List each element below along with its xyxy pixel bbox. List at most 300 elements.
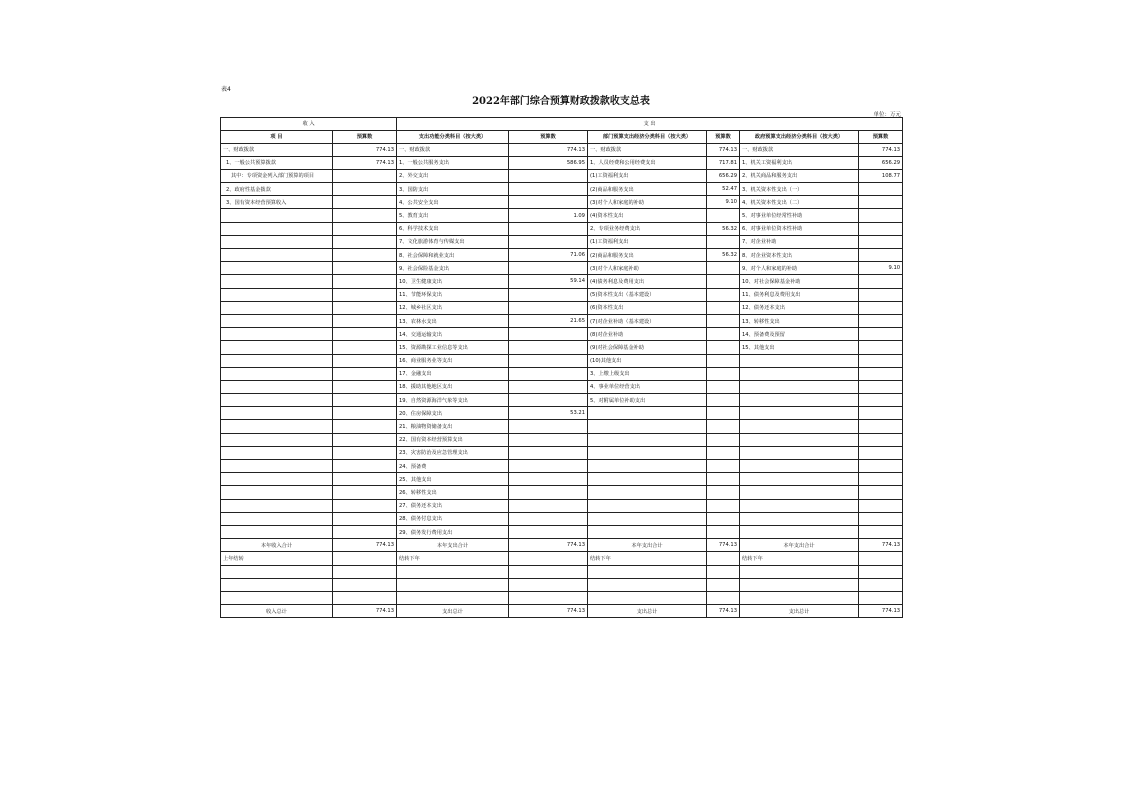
income-group-header: 收 入 — [221, 118, 397, 131]
item-cell: (2)商品和服务支出 — [588, 249, 707, 262]
budget-cell — [333, 341, 397, 354]
budget-cell — [707, 565, 740, 578]
item-cell — [588, 460, 707, 473]
budget-cell — [509, 512, 588, 525]
budget-cell — [859, 460, 903, 473]
budget-cell — [509, 565, 588, 578]
budget-cell: 774.13 — [859, 143, 903, 156]
item-cell — [740, 578, 859, 591]
budget-cell — [707, 512, 740, 525]
item-cell — [740, 591, 859, 604]
budget-cell — [707, 486, 740, 499]
item-cell: 7、文化旅游体育与传媒支出 — [397, 235, 509, 248]
budget-cell: 774.13 — [859, 605, 903, 618]
item-cell — [740, 367, 859, 380]
budget-cell — [509, 367, 588, 380]
item-cell: 2、专项业务经费支出 — [588, 222, 707, 235]
budget-cell — [333, 380, 397, 393]
budget-cell — [333, 433, 397, 446]
item-cell — [397, 565, 509, 578]
item-cell — [588, 578, 707, 591]
budget-cell — [859, 354, 903, 367]
budget-cell — [859, 578, 903, 591]
item-cell: (4)债务利息及费用支出 — [588, 275, 707, 288]
item-cell: 4、机关资本性支出（二） — [740, 196, 859, 209]
item-cell — [588, 433, 707, 446]
carry-row — [221, 552, 903, 565]
budget-cell — [859, 301, 903, 314]
item-cell — [221, 275, 333, 288]
budget-cell: 1.09 — [509, 209, 588, 222]
item-cell: 3、机关资本性支出（一） — [740, 183, 859, 196]
table-row — [221, 380, 903, 393]
budget-cell: 774.13 — [333, 156, 397, 169]
item-cell — [740, 486, 859, 499]
item-cell: 收入总计 — [221, 605, 333, 618]
budget-cell — [333, 407, 397, 420]
budget-cell — [859, 222, 903, 235]
col-budget-header: 预算数 — [707, 130, 740, 143]
budget-cell — [333, 578, 397, 591]
table-row — [221, 499, 903, 512]
item-cell: 14、预备费及预留 — [740, 328, 859, 341]
budget-cell — [707, 591, 740, 604]
item-cell: 支出总计 — [740, 605, 859, 618]
table-row — [221, 394, 903, 407]
table-row — [221, 512, 903, 525]
item-cell: 19、自然资源海洋气象等支出 — [397, 394, 509, 407]
item-cell — [740, 525, 859, 538]
budget-cell — [707, 314, 740, 327]
item-cell: (3)对个人和家庭的补助 — [588, 196, 707, 209]
total-row — [221, 605, 903, 618]
budget-cell: 774.13 — [509, 539, 588, 552]
item-cell: (5)资本性支出（基本建设） — [588, 288, 707, 301]
budget-cell — [509, 328, 588, 341]
item-cell: (7)对企业补助（基本建设） — [588, 314, 707, 327]
budget-cell — [333, 169, 397, 182]
item-cell — [221, 249, 333, 262]
budget-cell — [707, 420, 740, 433]
table-row — [221, 169, 903, 182]
budget-cell — [859, 275, 903, 288]
item-cell: 18、援助其他地区支出 — [397, 380, 509, 393]
item-cell: 支出总计 — [397, 605, 509, 618]
item-cell — [221, 486, 333, 499]
item-cell: 13、农林水支出 — [397, 314, 509, 327]
budget-cell — [333, 486, 397, 499]
item-cell — [221, 407, 333, 420]
budget-cell: 656.29 — [859, 156, 903, 169]
budget-cell — [333, 512, 397, 525]
blank-row — [221, 578, 903, 591]
budget-cell — [859, 486, 903, 499]
item-cell: (6)资本性支出 — [588, 301, 707, 314]
item-cell: 1、一般公共预算拨款 — [221, 156, 333, 169]
col-dept-econ-header: 部门预算支出经济分类科目（按大类） — [588, 130, 707, 143]
budget-cell: 108.77 — [859, 169, 903, 182]
item-cell — [221, 301, 333, 314]
item-cell: (1)工资福利支出 — [588, 169, 707, 182]
budget-cell — [509, 169, 588, 182]
item-cell: 29、债务发行费用支出 — [397, 525, 509, 538]
budget-cell — [707, 525, 740, 538]
item-cell — [221, 328, 333, 341]
item-cell: 3、国防支出 — [397, 183, 509, 196]
budget-cell — [509, 552, 588, 565]
item-cell: 结转下年 — [740, 552, 859, 565]
item-cell: 5、教育支出 — [397, 209, 509, 222]
budget-cell — [707, 380, 740, 393]
budget-cell: 774.13 — [333, 143, 397, 156]
item-cell — [221, 262, 333, 275]
table-row — [221, 235, 903, 248]
table-row — [221, 183, 903, 196]
budget-cell — [707, 552, 740, 565]
item-cell — [221, 565, 333, 578]
budget-cell — [859, 420, 903, 433]
item-cell — [221, 367, 333, 380]
budget-cell: 56.32 — [707, 222, 740, 235]
budget-cell — [859, 380, 903, 393]
item-cell — [221, 209, 333, 222]
budget-cell: 59.14 — [509, 275, 588, 288]
item-cell — [221, 460, 333, 473]
item-cell: 一、财政拨款 — [397, 143, 509, 156]
item-cell — [221, 512, 333, 525]
item-cell: 上年结转 — [221, 552, 333, 565]
budget-cell — [859, 499, 903, 512]
budget-cell — [333, 288, 397, 301]
budget-cell: 774.13 — [859, 539, 903, 552]
item-cell — [740, 407, 859, 420]
budget-cell — [333, 275, 397, 288]
item-cell — [588, 525, 707, 538]
item-cell: (1)工资福利支出 — [588, 235, 707, 248]
budget-cell — [509, 222, 588, 235]
budget-cell: 56.32 — [707, 249, 740, 262]
budget-cell — [333, 499, 397, 512]
item-cell — [588, 407, 707, 420]
item-cell: 11、节能环保支出 — [397, 288, 509, 301]
item-cell — [740, 512, 859, 525]
item-cell: (2)商品和服务支出 — [588, 183, 707, 196]
budget-cell — [707, 367, 740, 380]
item-cell: 本年收入合计 — [221, 539, 333, 552]
item-cell — [221, 578, 333, 591]
table-row — [221, 433, 903, 446]
budget-cell: 774.13 — [333, 605, 397, 618]
budget-cell — [859, 341, 903, 354]
item-cell: (3)对个人和家庭补助 — [588, 262, 707, 275]
budget-cell — [509, 183, 588, 196]
table-number: 表4 — [221, 86, 231, 93]
page-title: 2022年部门综合预算财政拨款收支总表 — [472, 96, 650, 107]
budget-cell — [707, 235, 740, 248]
budget-table — [220, 117, 903, 618]
budget-cell — [707, 473, 740, 486]
budget-cell — [859, 512, 903, 525]
item-cell — [740, 354, 859, 367]
item-cell — [221, 222, 333, 235]
budget-cell: 774.13 — [333, 539, 397, 552]
item-cell — [221, 380, 333, 393]
table-row — [221, 486, 903, 499]
item-cell — [221, 591, 333, 604]
item-cell: 2、政府性基金拨款 — [221, 183, 333, 196]
col-budget-header: 预算数 — [333, 130, 397, 143]
budget-cell — [859, 446, 903, 459]
item-cell — [397, 591, 509, 604]
item-cell: 1、机关工资福利支出 — [740, 156, 859, 169]
item-cell: (10)其他支出 — [588, 354, 707, 367]
table-row — [221, 328, 903, 341]
item-cell — [588, 473, 707, 486]
item-cell: 11、债务利息及费用支出 — [740, 288, 859, 301]
item-cell: 本年支出合计 — [397, 539, 509, 552]
item-cell — [588, 565, 707, 578]
budget-cell — [707, 328, 740, 341]
budget-cell — [509, 446, 588, 459]
budget-cell — [859, 407, 903, 420]
table-row — [221, 275, 903, 288]
budget-cell — [707, 301, 740, 314]
item-cell: 4、公共安全支出 — [397, 196, 509, 209]
col-item-header: 项 目 — [221, 130, 333, 143]
budget-cell — [707, 354, 740, 367]
item-cell: 结转下年 — [588, 552, 707, 565]
item-cell — [221, 341, 333, 354]
budget-cell — [859, 367, 903, 380]
item-cell — [221, 473, 333, 486]
item-cell: 6、对事业单位资本性补助 — [740, 222, 859, 235]
table-row — [221, 288, 903, 301]
budget-cell — [333, 314, 397, 327]
budget-cell — [707, 275, 740, 288]
item-cell — [221, 314, 333, 327]
budget-cell — [333, 591, 397, 604]
item-cell — [221, 433, 333, 446]
item-cell: (9)对社会保障基金补助 — [588, 341, 707, 354]
budget-cell — [509, 591, 588, 604]
unit-label: 单位：万元 — [873, 112, 901, 118]
item-cell: (4)资本性支出 — [588, 209, 707, 222]
item-cell — [221, 394, 333, 407]
budget-cell — [859, 552, 903, 565]
budget-cell — [333, 525, 397, 538]
item-cell: 9、对个人和家庭的补助 — [740, 262, 859, 275]
budget-cell — [859, 525, 903, 538]
budget-cell — [859, 209, 903, 222]
item-cell — [740, 380, 859, 393]
item-cell: 12、城乡社区支出 — [397, 301, 509, 314]
table-row — [221, 196, 903, 209]
budget-cell: 71.06 — [509, 249, 588, 262]
blank-row — [221, 565, 903, 578]
budget-cell — [333, 446, 397, 459]
item-cell: 一、财政拨款 — [588, 143, 707, 156]
table-row — [221, 156, 903, 169]
budget-cell — [333, 209, 397, 222]
budget-cell — [333, 367, 397, 380]
item-cell: 5、对附属单位补助支出 — [588, 394, 707, 407]
item-cell: 3、国有资本经营预算收入 — [221, 196, 333, 209]
budget-cell — [509, 301, 588, 314]
budget-cell: 774.13 — [707, 539, 740, 552]
table-row — [221, 420, 903, 433]
budget-cell: 656.29 — [707, 169, 740, 182]
item-cell — [740, 499, 859, 512]
budget-cell — [333, 249, 397, 262]
col-gov-econ-header: 政府预算支出经济分类科目（按大类） — [740, 130, 859, 143]
budget-cell — [509, 394, 588, 407]
col-budget-header: 预算数 — [859, 130, 903, 143]
item-cell: 本年支出合计 — [740, 539, 859, 552]
budget-cell — [333, 420, 397, 433]
budget-cell — [509, 354, 588, 367]
table-row — [221, 143, 903, 156]
item-cell: 8、社会保障和就业支出 — [397, 249, 509, 262]
budget-cell: 774.13 — [707, 605, 740, 618]
item-cell — [740, 433, 859, 446]
item-cell: 15、资源勘探工业信息等支出 — [397, 341, 509, 354]
item-cell: 27、债务还本支出 — [397, 499, 509, 512]
budget-cell — [707, 209, 740, 222]
budget-cell — [859, 288, 903, 301]
item-cell: 7、对企业补助 — [740, 235, 859, 248]
budget-cell: 774.13 — [509, 605, 588, 618]
budget-cell: 21.65 — [509, 314, 588, 327]
item-cell: 12、债务还本支出 — [740, 301, 859, 314]
item-cell — [221, 288, 333, 301]
budget-cell — [859, 473, 903, 486]
budget-cell — [707, 460, 740, 473]
item-cell: 13、转移性支出 — [740, 314, 859, 327]
item-cell — [588, 446, 707, 459]
item-cell: 28、债务付息支出 — [397, 512, 509, 525]
item-cell: 本年支出合计 — [588, 539, 707, 552]
item-cell — [740, 420, 859, 433]
item-cell — [740, 460, 859, 473]
item-cell: 24、预备费 — [397, 460, 509, 473]
budget-cell — [859, 328, 903, 341]
subtotal-row — [221, 539, 903, 552]
item-cell — [588, 591, 707, 604]
budget-cell: 774.13 — [707, 143, 740, 156]
item-cell — [221, 235, 333, 248]
item-cell: 4、事业单位经营支出 — [588, 380, 707, 393]
budget-cell: 52.47 — [707, 183, 740, 196]
budget-cell — [707, 499, 740, 512]
budget-cell — [509, 420, 588, 433]
item-cell: 6、科学技术支出 — [397, 222, 509, 235]
budget-cell — [859, 433, 903, 446]
budget-cell — [707, 407, 740, 420]
item-cell — [588, 486, 707, 499]
budget-cell — [859, 235, 903, 248]
budget-cell — [509, 578, 588, 591]
table-row — [221, 341, 903, 354]
item-cell: 26、转移性支出 — [397, 486, 509, 499]
budget-cell — [333, 235, 397, 248]
table-row — [221, 249, 903, 262]
table-row — [221, 222, 903, 235]
item-cell: 9、社会保险基金支出 — [397, 262, 509, 275]
budget-cell — [509, 473, 588, 486]
item-cell: 一、财政拨款 — [221, 143, 333, 156]
item-cell: 3、上缴上级支出 — [588, 367, 707, 380]
budget-cell — [509, 196, 588, 209]
budget-cell — [707, 341, 740, 354]
item-cell — [588, 499, 707, 512]
table-row — [221, 473, 903, 486]
item-cell: 支出总计 — [588, 605, 707, 618]
table-row — [221, 407, 903, 420]
budget-cell — [509, 288, 588, 301]
item-cell: 5、对事业单位经常性补助 — [740, 209, 859, 222]
item-cell: 25、其他支出 — [397, 473, 509, 486]
item-cell — [221, 525, 333, 538]
budget-cell — [509, 262, 588, 275]
item-cell: 14、交通运输支出 — [397, 328, 509, 341]
budget-cell — [509, 433, 588, 446]
budget-cell — [509, 235, 588, 248]
budget-cell — [333, 394, 397, 407]
item-cell: 22、国有资本经营预算支出 — [397, 433, 509, 446]
budget-cell — [859, 249, 903, 262]
item-cell — [588, 512, 707, 525]
item-cell: 17、金融支出 — [397, 367, 509, 380]
budget-cell — [707, 578, 740, 591]
item-cell: 23、灾害防治及应急管理支出 — [397, 446, 509, 459]
item-cell: 8、对企业资本性支出 — [740, 249, 859, 262]
budget-cell — [707, 262, 740, 275]
budget-cell — [509, 499, 588, 512]
item-cell: 15、其他支出 — [740, 341, 859, 354]
budget-cell — [707, 394, 740, 407]
expense-group-header: 支 出 — [397, 118, 903, 131]
budget-cell — [859, 565, 903, 578]
item-cell: 1、一般公共服务支出 — [397, 156, 509, 169]
item-cell — [588, 420, 707, 433]
item-cell: 10、对社会保障基金补助 — [740, 275, 859, 288]
budget-cell — [509, 486, 588, 499]
blank-row — [221, 591, 903, 604]
item-cell — [740, 394, 859, 407]
budget-cell — [333, 565, 397, 578]
item-cell: (8)对企业补助 — [588, 328, 707, 341]
budget-cell — [707, 446, 740, 459]
table-row — [221, 262, 903, 275]
item-cell — [740, 473, 859, 486]
item-cell — [221, 354, 333, 367]
budget-cell: 774.13 — [509, 143, 588, 156]
budget-cell — [333, 354, 397, 367]
item-cell — [221, 420, 333, 433]
budget-cell — [859, 591, 903, 604]
item-cell — [740, 565, 859, 578]
budget-cell — [333, 460, 397, 473]
budget-cell: 9.10 — [859, 262, 903, 275]
item-cell — [221, 499, 333, 512]
item-cell — [740, 446, 859, 459]
item-cell: 10、卫生健康支出 — [397, 275, 509, 288]
budget-cell — [333, 262, 397, 275]
budget-cell — [707, 433, 740, 446]
item-cell: 一、财政拨款 — [740, 143, 859, 156]
table-row — [221, 301, 903, 314]
budget-cell — [333, 196, 397, 209]
